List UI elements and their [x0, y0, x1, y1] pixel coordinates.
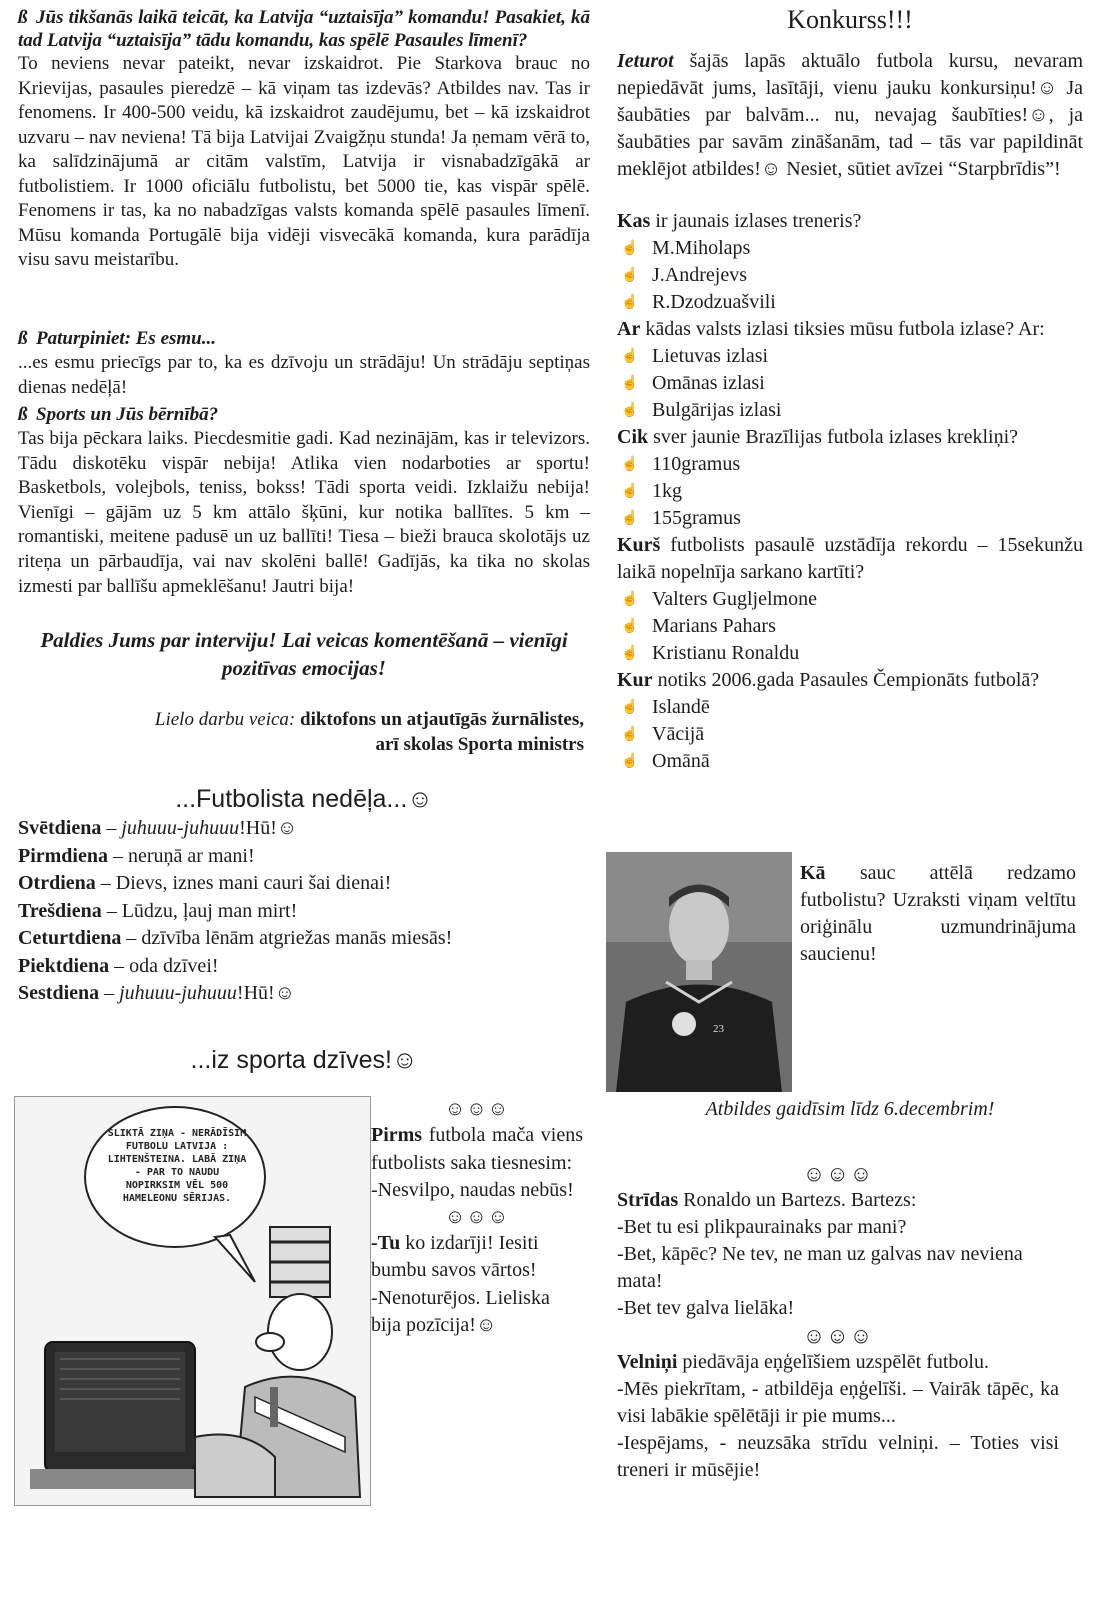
pointing-hand-icon: ☝ [621, 511, 639, 526]
answer-option[interactable] [617, 478, 1083, 505]
answer-text: Tas bija pēckara laiks. Piecdesmitie gadi. Kad nezinājām, kas ir televizors. Tādu diskotēku vispār nebija! Atlika vien nodarboties ar sportu! Basketbols, volejbols, teniss, bokss! Tādi sporta veidi. Izklaižu nebija! Vienīgi – gājām uz 5 km attālo šķūni, kur notika ballītes. 5 km – romantiski, meitene padusē un uz ballīti! Tiesa – bieži brauca skolotājs uz riteņa un pārbaudīja, vai nav skolēni ballē! Gadījās, ka tika no skolas izmesti par ballīšu apmeklēšanu! Jautri bija! [18, 428, 590, 597]
option-label: Kristianu Ronaldu [652, 642, 800, 664]
day-text: – [99, 982, 120, 1004]
intro-lead: Ieturot [617, 50, 674, 72]
answer-option[interactable] [617, 262, 1083, 289]
week-day-item [18, 953, 590, 981]
day-name: Piektdiena [18, 954, 110, 977]
joke2-lead: -Tu [371, 1231, 401, 1254]
question-text: Jūs tikšanās laikā teicāt, ka Latvija “uztaisīja” komandu! Pasakiet, kā tad Latvija “uztaisīja” tādu komandu, kas spēlē Pasaules līmenī? [18, 7, 590, 51]
intro-text: šajās lapās aktuālo futbola kursu, nevaram nepiedāvāt jums, lasītāji, vienu jauku konkursiņu!☺ Ja šaubāties par balvām... nu, nevajag šaubīties!☺, ja šaubāties par savām zināšanām, tad – tās var papildināt meklējot atbildes!☺ Nesiet, sūtiet avīzei “Starpbrīdis”! [617, 50, 1083, 180]
contest-question [617, 532, 1083, 586]
week-day-item [18, 843, 590, 871]
j1-text: Ronaldo un Bartezs. Bartezs: [678, 1189, 917, 1211]
pointing-hand-icon: ☝ [621, 376, 639, 391]
option-label: Valters Gugljelmone [652, 588, 817, 610]
question-text: ir jaunais izlases treneris? [650, 210, 862, 232]
answer-option[interactable] [617, 694, 1083, 721]
answer-option[interactable] [617, 397, 1083, 424]
contest-question [617, 424, 1083, 451]
contest-question [617, 208, 1083, 235]
answer-text: To neviens nevar pateikt, nevar izskaidrot. Pie Starkova brauc no Krievijas, pasaules pieredzē – kā viņam tas izdevās? Atbildes nav. Tas ir fenomens. Ir 400-500 veidu, kā izskaidrot zaudējumu, bet – kā izskaidrot uzvaru – nav neviena! Tā bija Latvijai Zvaigžņu stunda! Ja ņemam vērā to, ka salīdzinājumā ar citām valstīm, Latvija ir visnabadzīgākā ar futbolistiem. Ir 1000 oficiālu futbolistu, bet 5000 tie, kas vispār spēlē. Fenomens ir tas, ka no nabadzīgas valsts komanda spēlē pasaules līmenī. Mūsu komanda Portugālē bija vidēji visvecākā komanda, kura parādīja visu savu meistarību. [18, 53, 590, 270]
jersey-number: 23 [713, 1023, 724, 1035]
pointing-hand-icon: ☝ [621, 619, 639, 634]
pointing-hand-icon: ☝ [621, 700, 639, 715]
smiles-divider: ☺☺☺ [444, 1098, 510, 1120]
player-photo [606, 852, 792, 1092]
photo-q-lead: Kā [800, 862, 826, 884]
credit-lead: Lielo darbu veica: [154, 709, 296, 730]
jokes-left [371, 1097, 583, 1340]
day-italic: juhuuu-juhuuu [119, 982, 237, 1004]
cartoon-image [14, 1096, 371, 1506]
week-title: ...Futbolista nedēļa...☺ [175, 785, 433, 813]
question-lead: Kurš [617, 534, 661, 556]
week-day-item [18, 815, 590, 843]
pencil-check-icon: ß [18, 404, 28, 425]
j2-line3: -Iespējams, - neuzsāka strīdu velniņi. – Toties visi treneri ir mūsējie! [617, 1432, 1059, 1481]
day-name: Pirmdiena [18, 844, 108, 867]
j2-lead: Velniņi [617, 1351, 678, 1373]
joke1-text: futbola mača viens futbolists saka tiesnesim: [371, 1124, 583, 1174]
joke2-text: ko izdarīji! Iesiti bumbu savos vārtos! [371, 1231, 539, 1281]
day-text: – dzīvība lēnām atgriežas manās miesās! [121, 927, 453, 949]
answer-option[interactable] [617, 748, 1083, 775]
photo-q-text: sauc attēlā redzamo futbolistu? Uzraksti viņam veltītu oriģinālu uzmundrinājuma saucienu! [800, 862, 1076, 965]
week-list [18, 815, 590, 1008]
day-name: Sestdiena [18, 982, 100, 1004]
pointing-hand-icon: ☝ [621, 241, 639, 256]
question-lead: Ar [617, 318, 641, 340]
option-label: 1kg [652, 480, 682, 502]
j2-line2: -Mēs piekrītam, - atbildēja eņģelīši. – Vairāk tāpēc, ka visi labākie spēlētāji ir pie mums... [617, 1378, 1059, 1427]
option-label: 155gramus [652, 507, 741, 529]
answer-option[interactable] [617, 586, 1083, 613]
day-text: – oda dzīvei! [109, 954, 219, 977]
question-text: notiks 2006.gada Pasaules Čempionāts futbolā? [652, 669, 1040, 691]
option-label: Bulgārijas izlasi [652, 399, 782, 421]
option-label: Omānas izlasi [652, 372, 765, 394]
answer-text: ...es esmu priecīgs par to, ka es dzīvoju un strādāju! Un strādāju septiņas dienas nedēļā! [18, 352, 590, 398]
answer-option[interactable] [617, 370, 1083, 397]
question-text: futbolists pasaulē uzstādīja rekordu – 15sekunžu laikā nopelnīja sarkano kartīti? [617, 534, 1083, 583]
day-name: Otrdiena [18, 872, 96, 894]
question-text: sver jaunie Brazīlijas futbola izlases krekliņi? [648, 426, 1018, 448]
pointing-hand-icon: ☝ [621, 457, 639, 472]
week-day-item [18, 870, 590, 898]
question-text: Paturpiniet: Es esmu... [36, 328, 216, 349]
pointing-hand-icon: ☝ [621, 484, 639, 499]
deadline-text: Atbildes gaidīsim līdz 6.decembrim! [705, 1098, 995, 1120]
day-tail: !Hū!☺ [236, 982, 296, 1004]
option-label: J.Andrejevs [652, 264, 747, 286]
week-day-item [18, 925, 590, 953]
smiles-divider: ☺☺☺ [802, 1161, 874, 1186]
week-day-item [18, 980, 590, 1008]
question-text: kādas valsts izlasi tiksies mūsu futbola izlase? Ar: [640, 318, 1045, 340]
day-name: Ceturtdiena [18, 927, 122, 949]
option-label: Vācijā [652, 723, 705, 745]
day-text: – neruņā ar mani! [108, 844, 255, 867]
pencil-check-icon: ß [18, 7, 28, 28]
interview-q1 [18, 6, 590, 273]
thanks-text: Paldies Jums par interviju! Lai veicas komentēšanā – vienīgi pozitīvas emocijas! [40, 628, 568, 680]
day-name: Svētdiena [18, 817, 102, 839]
question-lead: Cik [617, 426, 649, 448]
j1-lead: Strīdas [617, 1189, 679, 1211]
j1-line4: -Bet tev galva lielāka! [617, 1297, 795, 1319]
credit-line2: arī skolas Sporta ministrs [375, 734, 584, 755]
joke2-punch: -Nenoturējos. Lieliska bija pozīcija!☺ [371, 1286, 550, 1336]
interview-q2 [18, 327, 590, 400]
contest-title: Konkurss!!! [787, 5, 913, 34]
day-text: – Lūdzu, ļauj man mirt! [101, 899, 298, 922]
joke1-lead: Pirms [371, 1124, 423, 1146]
option-label: 110gramus [652, 453, 741, 475]
pointing-hand-icon: ☝ [621, 403, 639, 418]
contest-question [617, 667, 1083, 694]
interview-q3 [18, 402, 590, 599]
pencil-check-icon: ß [18, 328, 28, 349]
pointing-hand-icon: ☝ [621, 295, 639, 310]
question-lead: Kur [617, 669, 653, 691]
j1-line2: -Bet tu esi plikpaurainaks par mani? [617, 1216, 907, 1238]
pointing-hand-icon: ☝ [621, 349, 639, 364]
day-tail: !Hū!☺ [239, 817, 298, 839]
contest-question [617, 316, 1083, 343]
question-lead: Kas [617, 210, 651, 232]
question-list [617, 208, 1083, 775]
pointing-hand-icon: ☝ [621, 727, 639, 742]
pointing-hand-icon: ☝ [621, 592, 639, 607]
option-label: R.Dzodzuašvili [652, 291, 776, 313]
pointing-hand-icon: ☝ [621, 646, 639, 661]
answer-option[interactable] [617, 721, 1083, 748]
pointing-hand-icon: ☝ [621, 754, 639, 769]
week-day-item [18, 898, 590, 926]
answer-option[interactable] [617, 343, 1083, 370]
credit-rest: diktofons un atjautīgās žurnālistes, [300, 709, 584, 730]
day-text: – [101, 817, 122, 839]
cartoon-bubble-text: SLIKTĀ ZIŅA - NERĀDĪSIM FUTBOLU LATVIJA : LIHTENŠTEINA. LABĀ ZIŅA - PAR TO NAUDU NOPIRKSIM VĒL 500 HAMELEONU SĒRIJAS. [107, 1128, 247, 1204]
option-label: M.Miholaps [652, 237, 751, 259]
option-label: Lietuvas izlasi [652, 345, 769, 367]
answer-option[interactable] [617, 613, 1083, 640]
joke1-punch: -Nesvilpo, naudas nebūs! [371, 1179, 574, 1201]
day-italic: juhuuu-juhuuu [121, 817, 240, 839]
j2-text: piedāvāja eņģelīšiem uzspēlēt futbolu. [677, 1351, 989, 1373]
j1-line3: -Bet, kāpēc? Ne tev, ne man uz galvas nav neviena mata! [617, 1243, 1023, 1292]
answer-option[interactable] [617, 235, 1083, 262]
answer-option[interactable] [617, 505, 1083, 532]
smiles-divider: ☺☺☺ [802, 1323, 874, 1348]
smiles-divider: ☺☺☺ [444, 1205, 510, 1228]
option-label: Omānā [652, 750, 710, 772]
question-text: Sports un Jūs bērnībā? [36, 404, 219, 425]
answer-option[interactable] [617, 451, 1083, 478]
option-label: Islandē [652, 696, 710, 718]
answer-option[interactable] [617, 640, 1083, 667]
pointing-hand-icon: ☝ [621, 268, 639, 283]
answer-option[interactable] [617, 289, 1083, 316]
day-text: – Dievs, iznes mani cauri šai dienai! [95, 872, 392, 894]
jokes-right [617, 1160, 1059, 1484]
option-label: Marians Pahars [652, 615, 776, 637]
credits [18, 707, 584, 757]
sport-title: ...iz sporta dzīves!☺ [190, 1046, 418, 1074]
player-photo-drawing [606, 852, 792, 1092]
day-name: Trešdiena [18, 899, 102, 922]
